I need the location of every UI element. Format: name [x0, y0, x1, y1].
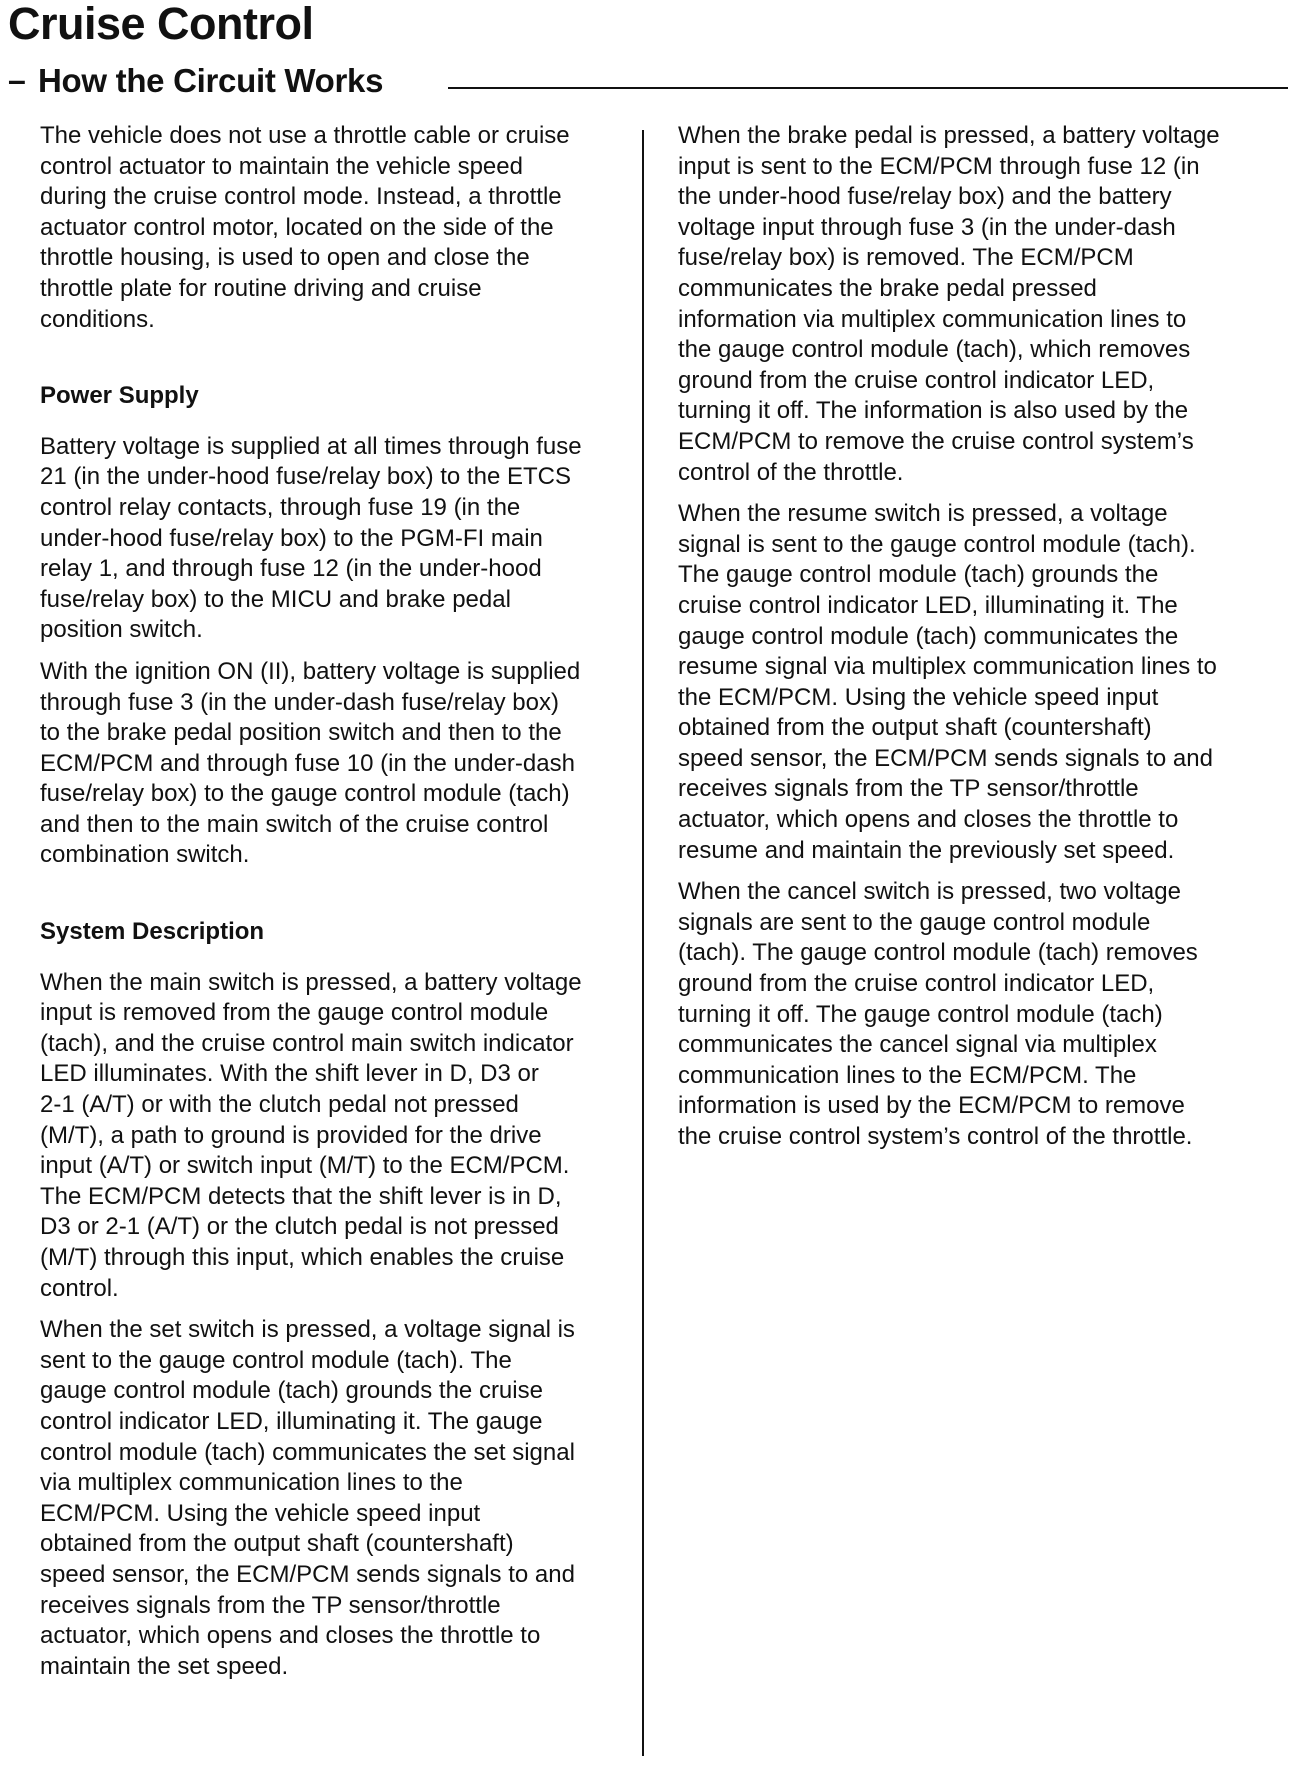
text-line: turning it off. The gauge control module (tach)	[678, 1000, 1163, 1028]
paragraph	[678, 121, 1278, 488]
text-line: The vehicle does not use a throttle cable or cruise	[40, 122, 570, 149]
header-rule	[448, 87, 1288, 89]
text-line: receives signals from the TP sensor/throttle	[40, 1591, 501, 1619]
page-title: Cruise Control	[8, 0, 314, 49]
text-line: throttle housing, is used to open and close the	[40, 244, 530, 272]
text-line: through fuse 3 (in the under-dash fuse/relay box)	[40, 688, 559, 716]
text-line: maintain the set speed.	[40, 1652, 289, 1680]
text-line: 21 (in the under-hood fuse/relay box) to the ETCS	[40, 463, 571, 491]
right-column	[678, 121, 1278, 1164]
text-line: speed sensor, the ECM/PCM sends signals to and	[678, 744, 1213, 772]
text-line: fuse/relay box) to the MICU and brake pedal	[40, 585, 511, 613]
text-line: ground from the cruise control indicator LED,	[678, 366, 1155, 394]
text-line: turning it off. The information is also used by the	[678, 397, 1189, 425]
text-line: input is removed from the gauge control module	[40, 999, 549, 1027]
text-line: actuator control motor, located on the side of the	[40, 213, 554, 241]
text-line: When the cancel switch is pressed, two voltage	[678, 878, 1181, 906]
text-line: during the cruise control mode. Instead, a throttle	[40, 183, 562, 211]
text-line: fuse/relay box) is removed. The ECM/PCM	[678, 244, 1134, 272]
section-header	[8, 62, 1280, 106]
text-line: the ECM/PCM. Using the vehicle speed input	[678, 683, 1159, 711]
text-line: The gauge control module (tach) grounds the	[678, 561, 1159, 589]
text-line: receives signals from the TP sensor/throttle	[678, 775, 1139, 803]
text-line: via multiplex communication lines to the	[40, 1469, 463, 1497]
text-line: 2-1 (A/T) or with the clutch pedal not pressed	[40, 1091, 519, 1119]
text-line: the gauge control module (tach), which removes	[678, 336, 1191, 364]
paragraph	[678, 499, 1278, 866]
text-line: resume and maintain the previously set speed.	[678, 836, 1175, 864]
text-line: control indicator LED, illuminating it. The gauge	[40, 1407, 543, 1435]
text-line: obtained from the output shaft (countershaft)	[40, 1530, 514, 1558]
text-line: D3 or 2-1 (A/T) or the clutch pedal is not pressed	[40, 1213, 559, 1241]
left-column	[40, 121, 630, 1693]
text-line: control relay contacts, through fuse 19 (in the	[40, 493, 521, 521]
paragraph	[40, 432, 630, 646]
text-line: (tach), and the cruise control main switch indicator	[40, 1029, 574, 1057]
text-line: input is sent to the ECM/PCM through fuse 12 (in	[678, 152, 1200, 180]
text-line: sent to the gauge control module (tach). The	[40, 1346, 512, 1374]
paragraph	[678, 877, 1278, 1152]
paragraph	[40, 1315, 630, 1682]
text-line: information via multiplex communication lines to	[678, 305, 1187, 333]
text-line: signal is sent to the gauge control module (tach).	[678, 530, 1196, 558]
column-divider	[642, 130, 644, 1756]
text-line: communicates the cancel signal via multiplex	[678, 1031, 1157, 1059]
text-line: control of the throttle.	[678, 458, 904, 486]
paragraph	[40, 121, 630, 335]
text-line: ECM/PCM. Using the vehicle speed input	[40, 1499, 481, 1527]
text-line: When the set switch is pressed, a voltage signal is	[40, 1316, 575, 1344]
text-line: ECM/PCM to remove the cruise control system’s	[678, 427, 1194, 455]
text-line: information is used by the ECM/PCM to remove	[678, 1092, 1185, 1120]
text-line: When the brake pedal is pressed, a battery voltage	[678, 122, 1220, 149]
section-title: How the Circuit Works	[38, 62, 384, 99]
text-line: cruise control indicator LED, illuminating it. The	[678, 591, 1178, 619]
text-line: input (A/T) or switch input (M/T) to the ECM/PCM.	[40, 1152, 570, 1180]
text-line: control actuator to maintain the vehicle speed	[40, 152, 523, 180]
text-line: With the ignition ON (II), battery voltage is supplied	[40, 657, 581, 685]
paragraph	[40, 968, 630, 1305]
text-line: actuator, which opens and closes the throttle to	[40, 1622, 541, 1650]
text-line: actuator, which opens and closes the throttle to	[678, 806, 1179, 834]
text-line: communicates the brake pedal pressed	[678, 274, 1097, 302]
text-line: position switch.	[40, 616, 203, 644]
subsection-heading: Power Supply	[40, 382, 199, 410]
text-line: Battery voltage is supplied at all times through fuse	[40, 432, 582, 460]
text-line: obtained from the output shaft (countershaft)	[678, 714, 1152, 742]
text-line: to the brake pedal position switch and then to the	[40, 719, 562, 747]
text-line: When the resume switch is pressed, a voltage	[678, 500, 1168, 528]
text-line: and then to the main switch of the cruise control	[40, 810, 549, 838]
text-line: resume signal via multiplex communication lines to	[678, 653, 1217, 681]
text-line: When the main switch is pressed, a battery voltage	[40, 968, 582, 996]
text-line: control module (tach) communicates the set signal	[40, 1438, 575, 1466]
paragraph	[40, 657, 630, 871]
text-line: under-hood fuse/relay box) to the PGM-FI main	[40, 524, 543, 552]
text-line: the cruise control system’s control of the throttle.	[678, 1123, 1193, 1150]
text-line: LED illuminates. With the shift lever in D, D3 or	[40, 1060, 539, 1088]
text-line: (tach). The gauge control module (tach) removes	[678, 939, 1198, 967]
subsection-heading: System Description	[40, 918, 265, 946]
text-line: signals are sent to the gauge control module	[678, 908, 1151, 936]
text-line: speed sensor, the ECM/PCM sends signals to and	[40, 1560, 575, 1588]
text-line: the under-hood fuse/relay box) and the battery	[678, 183, 1172, 211]
text-line: (M/T) through this input, which enables the cruise	[40, 1244, 565, 1271]
text-line: ground from the cruise control indicator LED,	[678, 970, 1155, 998]
text-line: The ECM/PCM detects that the shift lever is in D,	[40, 1182, 562, 1210]
text-line: communication lines to the ECM/PCM. The	[678, 1061, 1137, 1089]
text-line: combination switch.	[40, 841, 250, 869]
text-line: control.	[40, 1274, 119, 1302]
text-line: (M/T), a path to ground is provided for the drive	[40, 1121, 542, 1149]
text-line: ECM/PCM and through fuse 10 (in the under-dash	[40, 749, 575, 777]
section-dash: –	[8, 62, 26, 98]
text-line: gauge control module (tach) communicates the	[678, 622, 1179, 650]
text-line: fuse/relay box) to the gauge control module (tach)	[40, 780, 570, 808]
text-line: relay 1, and through fuse 12 (in the under-hood	[40, 555, 542, 583]
text-line: gauge control module (tach) grounds the cruise	[40, 1377, 543, 1405]
text-line: conditions.	[40, 305, 155, 333]
text-line: voltage input through fuse 3 (in the under-dash	[678, 213, 1176, 241]
text-line: throttle plate for routine driving and cruise	[40, 274, 482, 302]
